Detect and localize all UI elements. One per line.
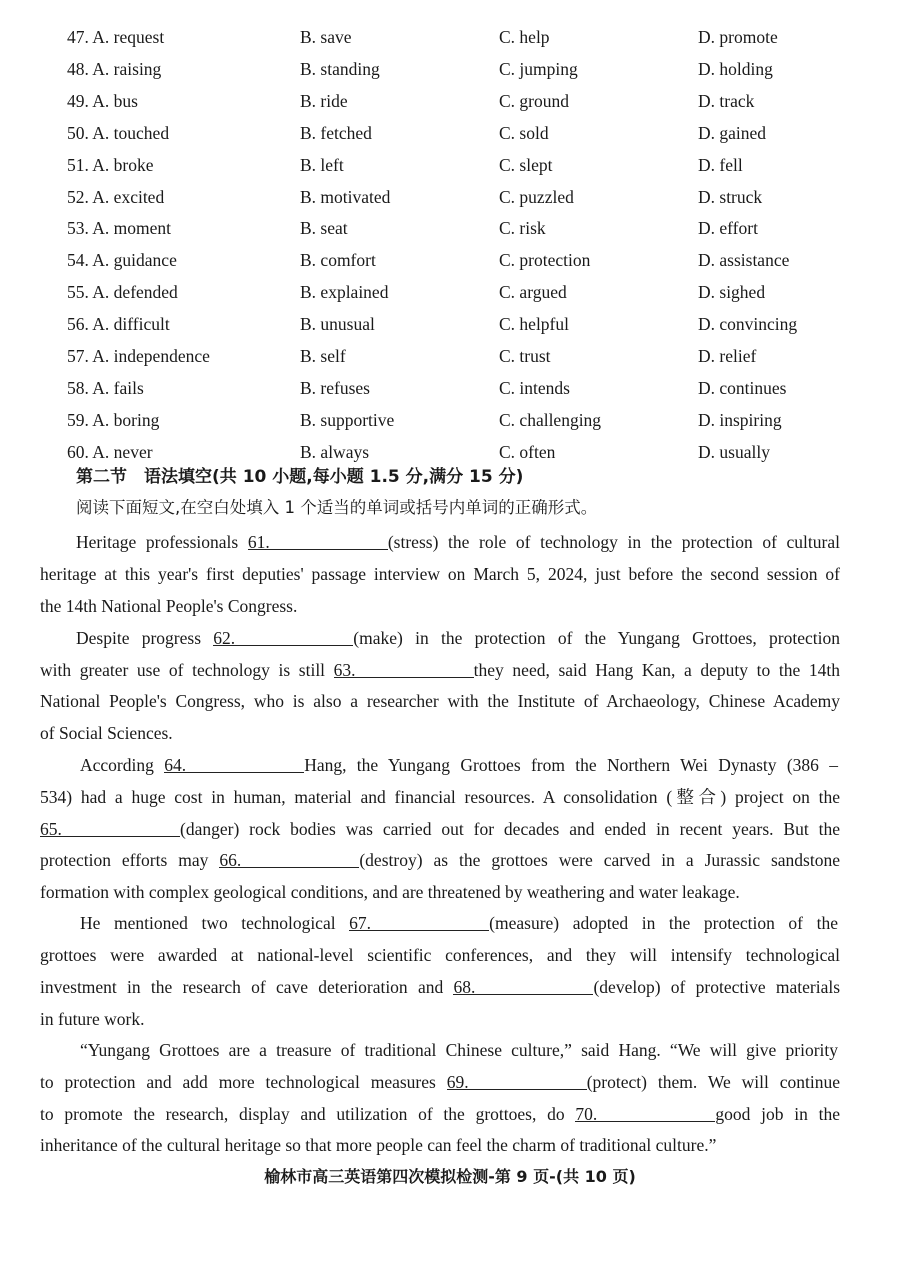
passage-line: Despite progress 62. (make) in the protection of the Yungang Grottoes, protection [76, 628, 840, 648]
option-b[interactable]: B. supportive [300, 409, 395, 430]
option-row [0, 187, 900, 217]
passage-line: 65. (danger) rock bodies was carried out for decades and ended in recent years. But the [40, 819, 840, 839]
option-c[interactable]: C. slept [499, 154, 553, 175]
option-row [0, 123, 900, 153]
passage-line: to protection and add more technological measures 69. (protect) them. We will continue [40, 1072, 840, 1092]
option-row [0, 410, 900, 440]
option-row [0, 250, 900, 280]
passage-line: “Yungang Grottoes are a treasure of traditional Chinese culture,” said Hang. “We will give priority [80, 1040, 838, 1060]
passage-line: the 14th National People's Congress. [40, 596, 298, 616]
blank-67[interactable]: 67. [349, 912, 489, 931]
option-a[interactable]: 53. A. moment [67, 218, 172, 239]
option-d[interactable]: D. sighed [698, 282, 766, 303]
blank-68[interactable]: 68. [453, 976, 593, 995]
passage-line: Heritage professionals 61. (stress) the role of technology in the protection of cultural [76, 532, 840, 552]
blank-69[interactable]: 69. [447, 1071, 587, 1090]
option-c[interactable]: C. helpful [499, 314, 569, 335]
option-b[interactable]: B. seat [300, 218, 348, 239]
option-c[interactable]: C. ground [499, 90, 569, 111]
option-row [0, 314, 900, 344]
option-c[interactable]: C. intends [499, 377, 570, 398]
option-d[interactable]: D. relief [698, 346, 757, 366]
option-a[interactable]: 59. A. boring [67, 409, 160, 430]
option-a[interactable]: 50. A. touched [67, 122, 170, 143]
option-a[interactable]: 60. A. never [67, 441, 153, 462]
passage-line: in future work. [40, 1009, 145, 1029]
blank-61[interactable]: 61. [248, 531, 388, 550]
option-row [0, 91, 900, 121]
option-c[interactable]: C. protection [499, 250, 591, 271]
option-d[interactable]: D. track [698, 90, 755, 111]
option-d[interactable]: D. effort [698, 218, 758, 239]
option-c[interactable]: C. sold [499, 122, 549, 143]
option-d[interactable]: D. continues [698, 377, 787, 398]
blank-64[interactable]: 64. [164, 754, 304, 773]
passage-line: protection efforts may 66. (destroy) as the grottoes were carved in a Jurassic sandstone [40, 850, 840, 870]
option-c[interactable]: C. often [499, 441, 556, 462]
option-a[interactable]: 56. A. difficult [67, 314, 170, 335]
passage-line: grottoes were awarded at national-level scientific conferences, and they will intensify technological [40, 945, 840, 965]
option-b[interactable]: B. fetched [300, 122, 372, 143]
page-footer: 榆林市高三英语第四次模拟检测-第 9 页-(共 10 页) [264, 1167, 636, 1186]
option-d[interactable]: D. gained [698, 122, 767, 143]
blank-63[interactable]: 63. [334, 659, 474, 678]
passage-line: to promote the research, display and utilization of the grottoes, do 70. good job in the [40, 1104, 840, 1124]
option-c[interactable]: C. trust [499, 346, 551, 366]
passage-line: According 64. Hang, the Yungang Grottoes from the Northern Wei Dynasty (386 – [80, 755, 838, 775]
option-c[interactable]: C. puzzled [499, 186, 574, 207]
passage-line: He mentioned two technological 67. (measure) adopted in the protection of the [80, 913, 838, 933]
section-title: 第二节 语法填空(共 10 小题,每小题 1.5 分,满分 15 分) [76, 467, 524, 487]
option-b[interactable]: B. refuses [300, 377, 370, 398]
passage-line: of Social Sciences. [40, 723, 173, 743]
option-b[interactable]: B. left [300, 154, 344, 175]
option-d[interactable]: D. promote [698, 27, 778, 47]
option-a[interactable]: 57. A. independence [67, 346, 210, 366]
option-b[interactable]: B. self [300, 346, 346, 366]
passage-line: heritage at this year's first deputies' passage interview on March 5, 2024, just before the second session of [40, 564, 840, 584]
option-row [0, 27, 900, 57]
passage-line: with greater use of technology is still 63. they need, said Hang Kan, a deputy to the 14th [40, 660, 840, 680]
option-d[interactable]: D. usually [698, 441, 770, 462]
option-b[interactable]: B. unusual [300, 314, 375, 335]
option-d[interactable]: D. convincing [698, 314, 798, 335]
passage-line: 534) had a huge cost in human, material and financial resources. A consolidation (整合) project on the [40, 787, 840, 807]
option-row [0, 155, 900, 185]
option-a[interactable]: 47. A. request [67, 27, 165, 47]
option-a[interactable]: 48. A. raising [67, 58, 162, 79]
option-d[interactable]: D. struck [698, 186, 763, 207]
option-b[interactable]: B. always [300, 441, 370, 462]
option-a[interactable]: 52. A. excited [67, 186, 165, 207]
option-b[interactable]: B. standing [300, 58, 380, 79]
option-a[interactable]: 58. A. fails [67, 377, 144, 398]
passage-line: formation with complex geological conditions, and are threatened by weathering and water leakage. [40, 882, 740, 902]
option-c[interactable]: C. jumping [499, 58, 578, 79]
option-b[interactable]: B. motivated [300, 186, 391, 207]
option-b[interactable]: B. comfort [300, 250, 376, 271]
blank-70[interactable]: 70. [575, 1103, 715, 1122]
option-row [0, 378, 900, 408]
option-b[interactable]: B. save [300, 27, 352, 47]
option-c[interactable]: C. argued [499, 282, 567, 303]
option-c[interactable]: C. challenging [499, 409, 602, 430]
blank-66[interactable]: 66. [219, 849, 359, 868]
passage-line: investment in the research of cave deterioration and 68. (develop) of protective materials [40, 977, 841, 997]
option-d[interactable]: D. fell [698, 154, 743, 175]
option-d[interactable]: D. holding [698, 58, 773, 79]
option-row [0, 346, 900, 376]
option-row [0, 218, 900, 248]
option-a[interactable]: 55. A. defended [67, 282, 178, 303]
instruction: 阅读下面短文,在空白处填入 1 个适当的单词或括号内单词的正确形式。 [76, 498, 598, 517]
passage-line: National People's Congress, who is also a researcher with the Institute of Archaeology, Chinese Academy [40, 691, 840, 711]
passage-line: inheritance of the cultural heritage so that more people can feel the charm of traditional culture.” [40, 1135, 717, 1155]
option-b[interactable]: B. explained [300, 282, 389, 303]
option-b[interactable]: B. ride [300, 90, 348, 111]
option-row [0, 282, 900, 312]
blank-62[interactable]: 62. [213, 627, 353, 646]
option-a[interactable]: 51. A. broke [67, 154, 154, 175]
option-c[interactable]: C. help [499, 27, 550, 47]
option-d[interactable]: D. inspiring [698, 409, 782, 430]
option-d[interactable]: D. assistance [698, 250, 790, 271]
blank-65[interactable]: 65. [40, 818, 180, 837]
option-a[interactable]: 54. A. guidance [67, 250, 177, 271]
option-c[interactable]: C. risk [499, 218, 546, 239]
option-row [0, 59, 900, 89]
option-a[interactable]: 49. A. bus [67, 90, 138, 111]
